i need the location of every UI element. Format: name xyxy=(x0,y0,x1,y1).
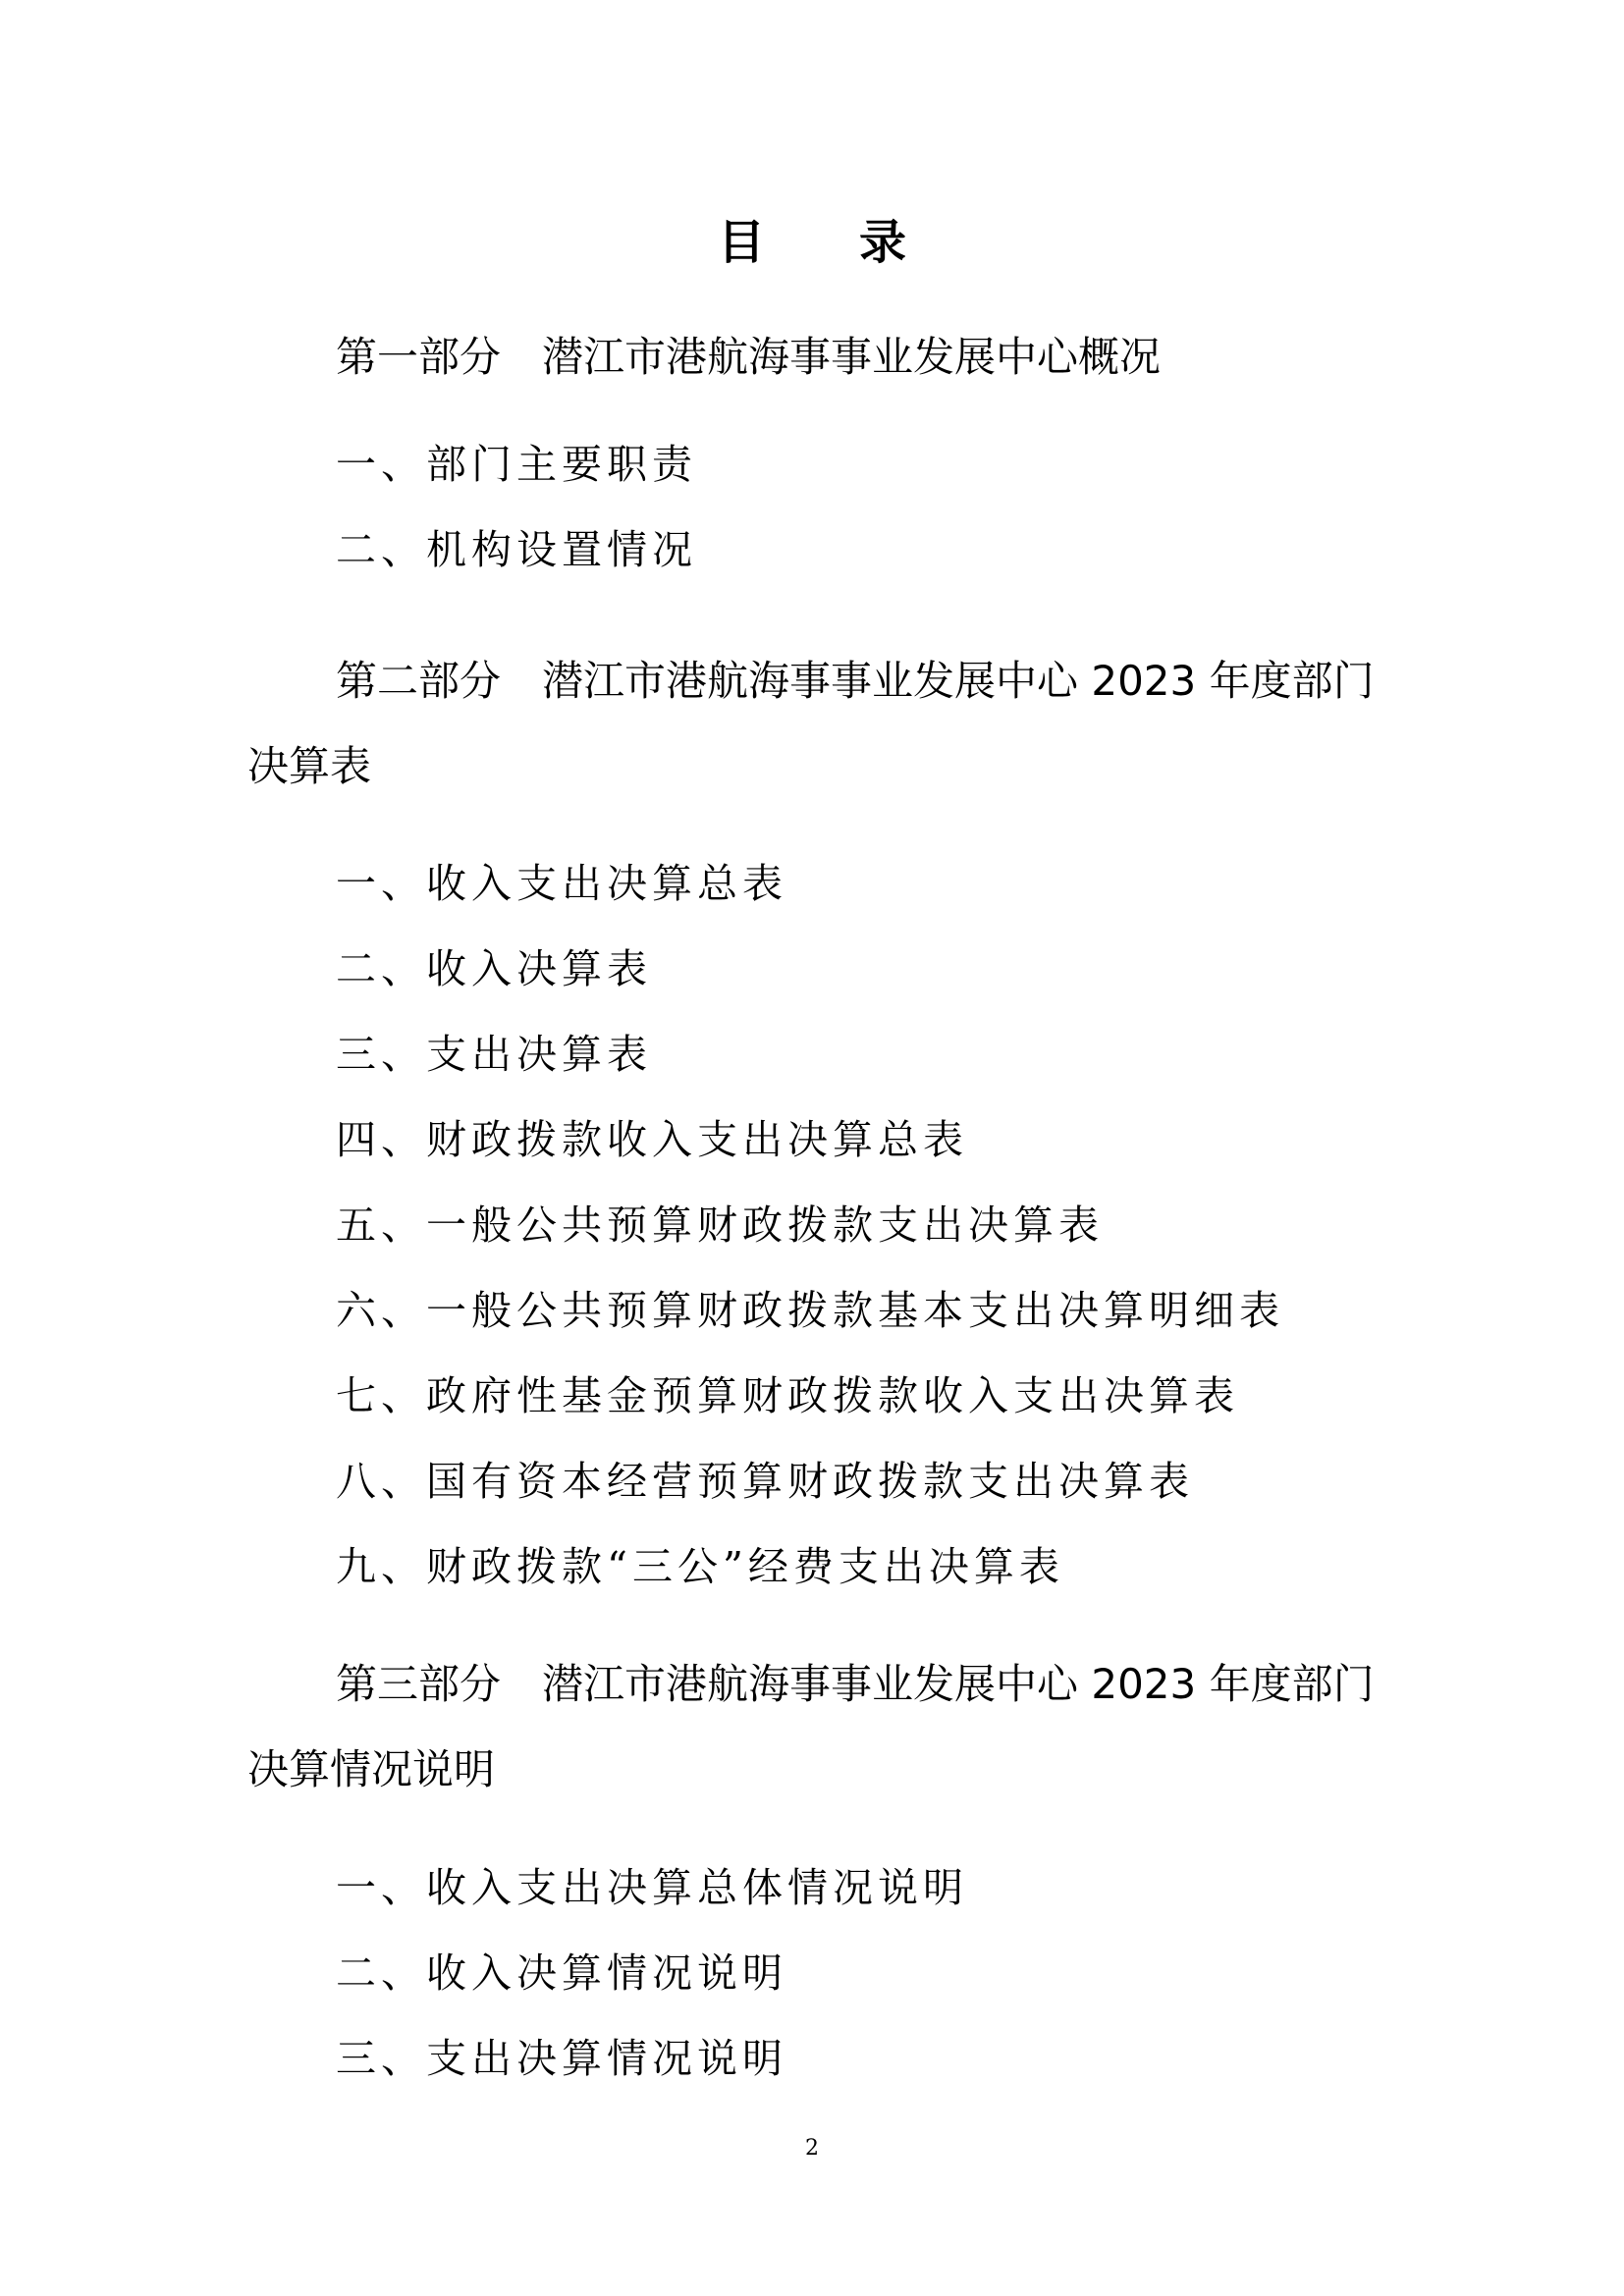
toc-title-char-1: 目 xyxy=(717,215,765,270)
part-3-heading[interactable] xyxy=(247,1641,1396,1812)
page-number: 2 xyxy=(805,2136,819,2161)
part-2-item-5[interactable]: 五、一般公共预算财政拨款支出决算表 xyxy=(336,1201,1104,1249)
part-2-item-8[interactable]: 八、国有资本经营预算财政拨款支出决算表 xyxy=(336,1458,1194,1505)
part-3-item-3[interactable]: 三、支出决算情况说明 xyxy=(336,2035,787,2082)
part-2-label: 第二部分 xyxy=(336,657,502,705)
part-2-item-1[interactable]: 一、收入支出决算总表 xyxy=(336,860,787,907)
part-3-item-1[interactable]: 一、收入支出决算总体情况说明 xyxy=(336,1864,968,1911)
part-2-item-7[interactable]: 七、政府性基金预算财政拨款收入支出决算表 xyxy=(336,1372,1239,1419)
part-1-heading[interactable] xyxy=(247,314,1396,400)
toc-title xyxy=(0,204,1624,272)
toc-title-char-2: 录 xyxy=(859,215,907,270)
part-2-item-2[interactable]: 二、收入决算表 xyxy=(336,945,652,992)
part-1-item-2[interactable]: 二、机构设置情况 xyxy=(336,526,697,573)
part-3-title: 潜江市港航海事事业发展中心 2023 年度部门决算情况说明 xyxy=(247,1660,1375,1793)
part-2-heading[interactable] xyxy=(247,638,1396,809)
part-1-item-1[interactable]: 一、部门主要职责 xyxy=(336,441,697,488)
part-3-item-2[interactable]: 二、收入决算情况说明 xyxy=(336,1949,787,1997)
part-2-item-6[interactable]: 六、一般公共预算财政拨款基本支出决算明细表 xyxy=(336,1287,1284,1334)
part-2-item-4[interactable]: 四、财政拨款收入支出决算总表 xyxy=(336,1116,968,1163)
part-1-label: 第一部分 xyxy=(336,333,502,381)
part-1-title: 潜江市港航海事事业发展中心概况 xyxy=(542,333,1162,381)
part-2-item-9[interactable]: 九、财政拨款“三公”经费支出决算表 xyxy=(336,1543,1064,1590)
part-3-label: 第三部分 xyxy=(336,1660,502,1708)
part-2-item-3[interactable]: 三、支出决算表 xyxy=(336,1031,652,1078)
part-2-title: 潜江市港航海事事业发展中心 2023 年度部门决算表 xyxy=(247,657,1375,790)
